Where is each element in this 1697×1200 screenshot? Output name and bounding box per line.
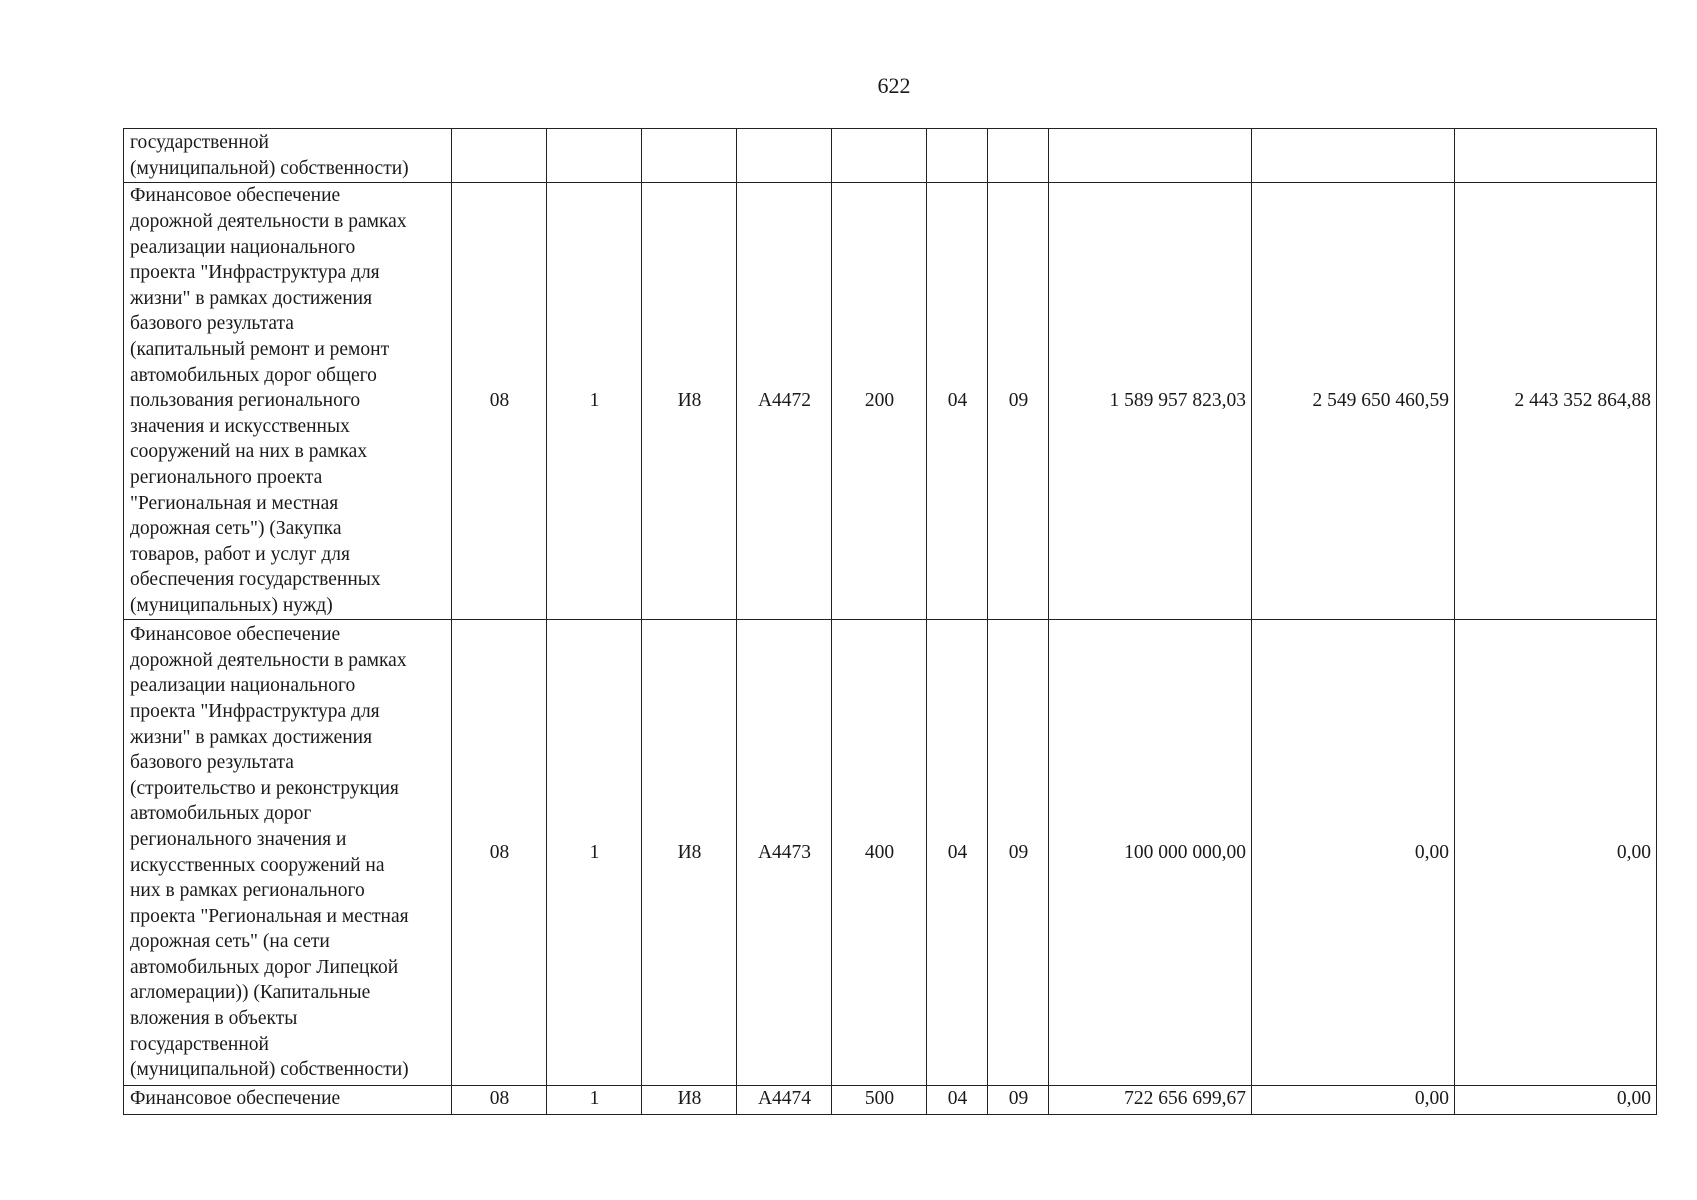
page-number: 622 — [877, 73, 911, 98]
cell-code-5: 400 — [832, 620, 927, 1086]
cell-code-5: 500 — [832, 1086, 927, 1115]
cell-code-7 — [988, 129, 1049, 183]
cell-amount-1: 100 000 000,00 — [1049, 620, 1252, 1086]
cell-code-7: 09 — [988, 1086, 1049, 1115]
cell-code-4 — [737, 129, 832, 183]
cell-amount-2 — [1252, 129, 1455, 183]
cell-code-1: 08 — [452, 183, 547, 620]
cell-code-4: А4474 — [737, 1086, 832, 1115]
cell-code-5 — [832, 129, 927, 183]
cell-code-6: 04 — [927, 1086, 988, 1115]
cell-code-2: 1 — [547, 620, 642, 1086]
cell-amount-3: 0,00 — [1455, 620, 1657, 1086]
cell-code-4: А4472 — [737, 183, 832, 620]
cell-code-2: 1 — [547, 1086, 642, 1115]
cell-code-6: 04 — [927, 620, 988, 1086]
table-row — [124, 129, 1657, 183]
cell-code-3: И8 — [642, 620, 737, 1086]
table-row — [124, 620, 1657, 1086]
cell-code-4: А4473 — [737, 620, 832, 1086]
cell-code-3 — [642, 129, 737, 183]
cell-code-2 — [547, 129, 642, 183]
cell-code-2: 1 — [547, 183, 642, 620]
cell-code-5: 200 — [832, 183, 927, 620]
cell-code-6 — [927, 129, 988, 183]
cell-amount-3: 2 443 352 864,88 — [1455, 183, 1657, 620]
row-description: государственной (муниципальной) собственности) — [124, 129, 452, 183]
cell-code-1 — [452, 129, 547, 183]
cell-code-7: 09 — [988, 620, 1049, 1086]
cell-amount-3 — [1455, 129, 1657, 183]
cell-amount-1: 1 589 957 823,03 — [1049, 183, 1252, 620]
cell-code-7: 09 — [988, 183, 1049, 620]
cell-code-1: 08 — [452, 620, 547, 1086]
table-row — [124, 1086, 1657, 1115]
cell-amount-2: 0,00 — [1252, 1086, 1455, 1115]
table-row — [124, 183, 1657, 620]
cell-amount-2: 0,00 — [1252, 620, 1455, 1086]
cell-code-1: 08 — [452, 1086, 547, 1115]
cell-amount-3: 0,00 — [1455, 1086, 1657, 1115]
row-description: Финансовое обеспечение дорожной деятельности в рамках реализации национального проекта "Инфраструктура для жизни" в рамках достижения базового результата (строительство и реконструкция автомобильных дорог регионального значения и искусственных сооружений на них в рамках регионального проекта "Региональная и местная дорожная сеть" (на сети автомобильных дорог Липецкой агломерации)) (Капитальные вложения в объекты государственной (муниципальной) собственности) — [124, 620, 452, 1086]
row-description: Финансовое обеспечение дорожной деятельности в рамках реализации национального проекта "Инфраструктура для жизни" в рамках достижения базового результата (капитальный ремонт и ремонт автомобильных дорог общего пользования регионального значения и искусственных сооружений на них в рамках регионального проекта "Региональная и местная дорожная сеть") (Закупка товаров, работ и услуг для обеспечения государственных (муниципальных) нужд) — [124, 183, 452, 620]
budget-table — [123, 128, 1657, 1115]
row-description: Финансовое обеспечение — [124, 1086, 452, 1115]
cell-amount-2: 2 549 650 460,59 — [1252, 183, 1455, 620]
cell-code-3: И8 — [642, 183, 737, 620]
cell-code-3: И8 — [642, 1086, 737, 1115]
cell-amount-1 — [1049, 129, 1252, 183]
cell-amount-1: 722 656 699,67 — [1049, 1086, 1252, 1115]
cell-code-6: 04 — [927, 183, 988, 620]
